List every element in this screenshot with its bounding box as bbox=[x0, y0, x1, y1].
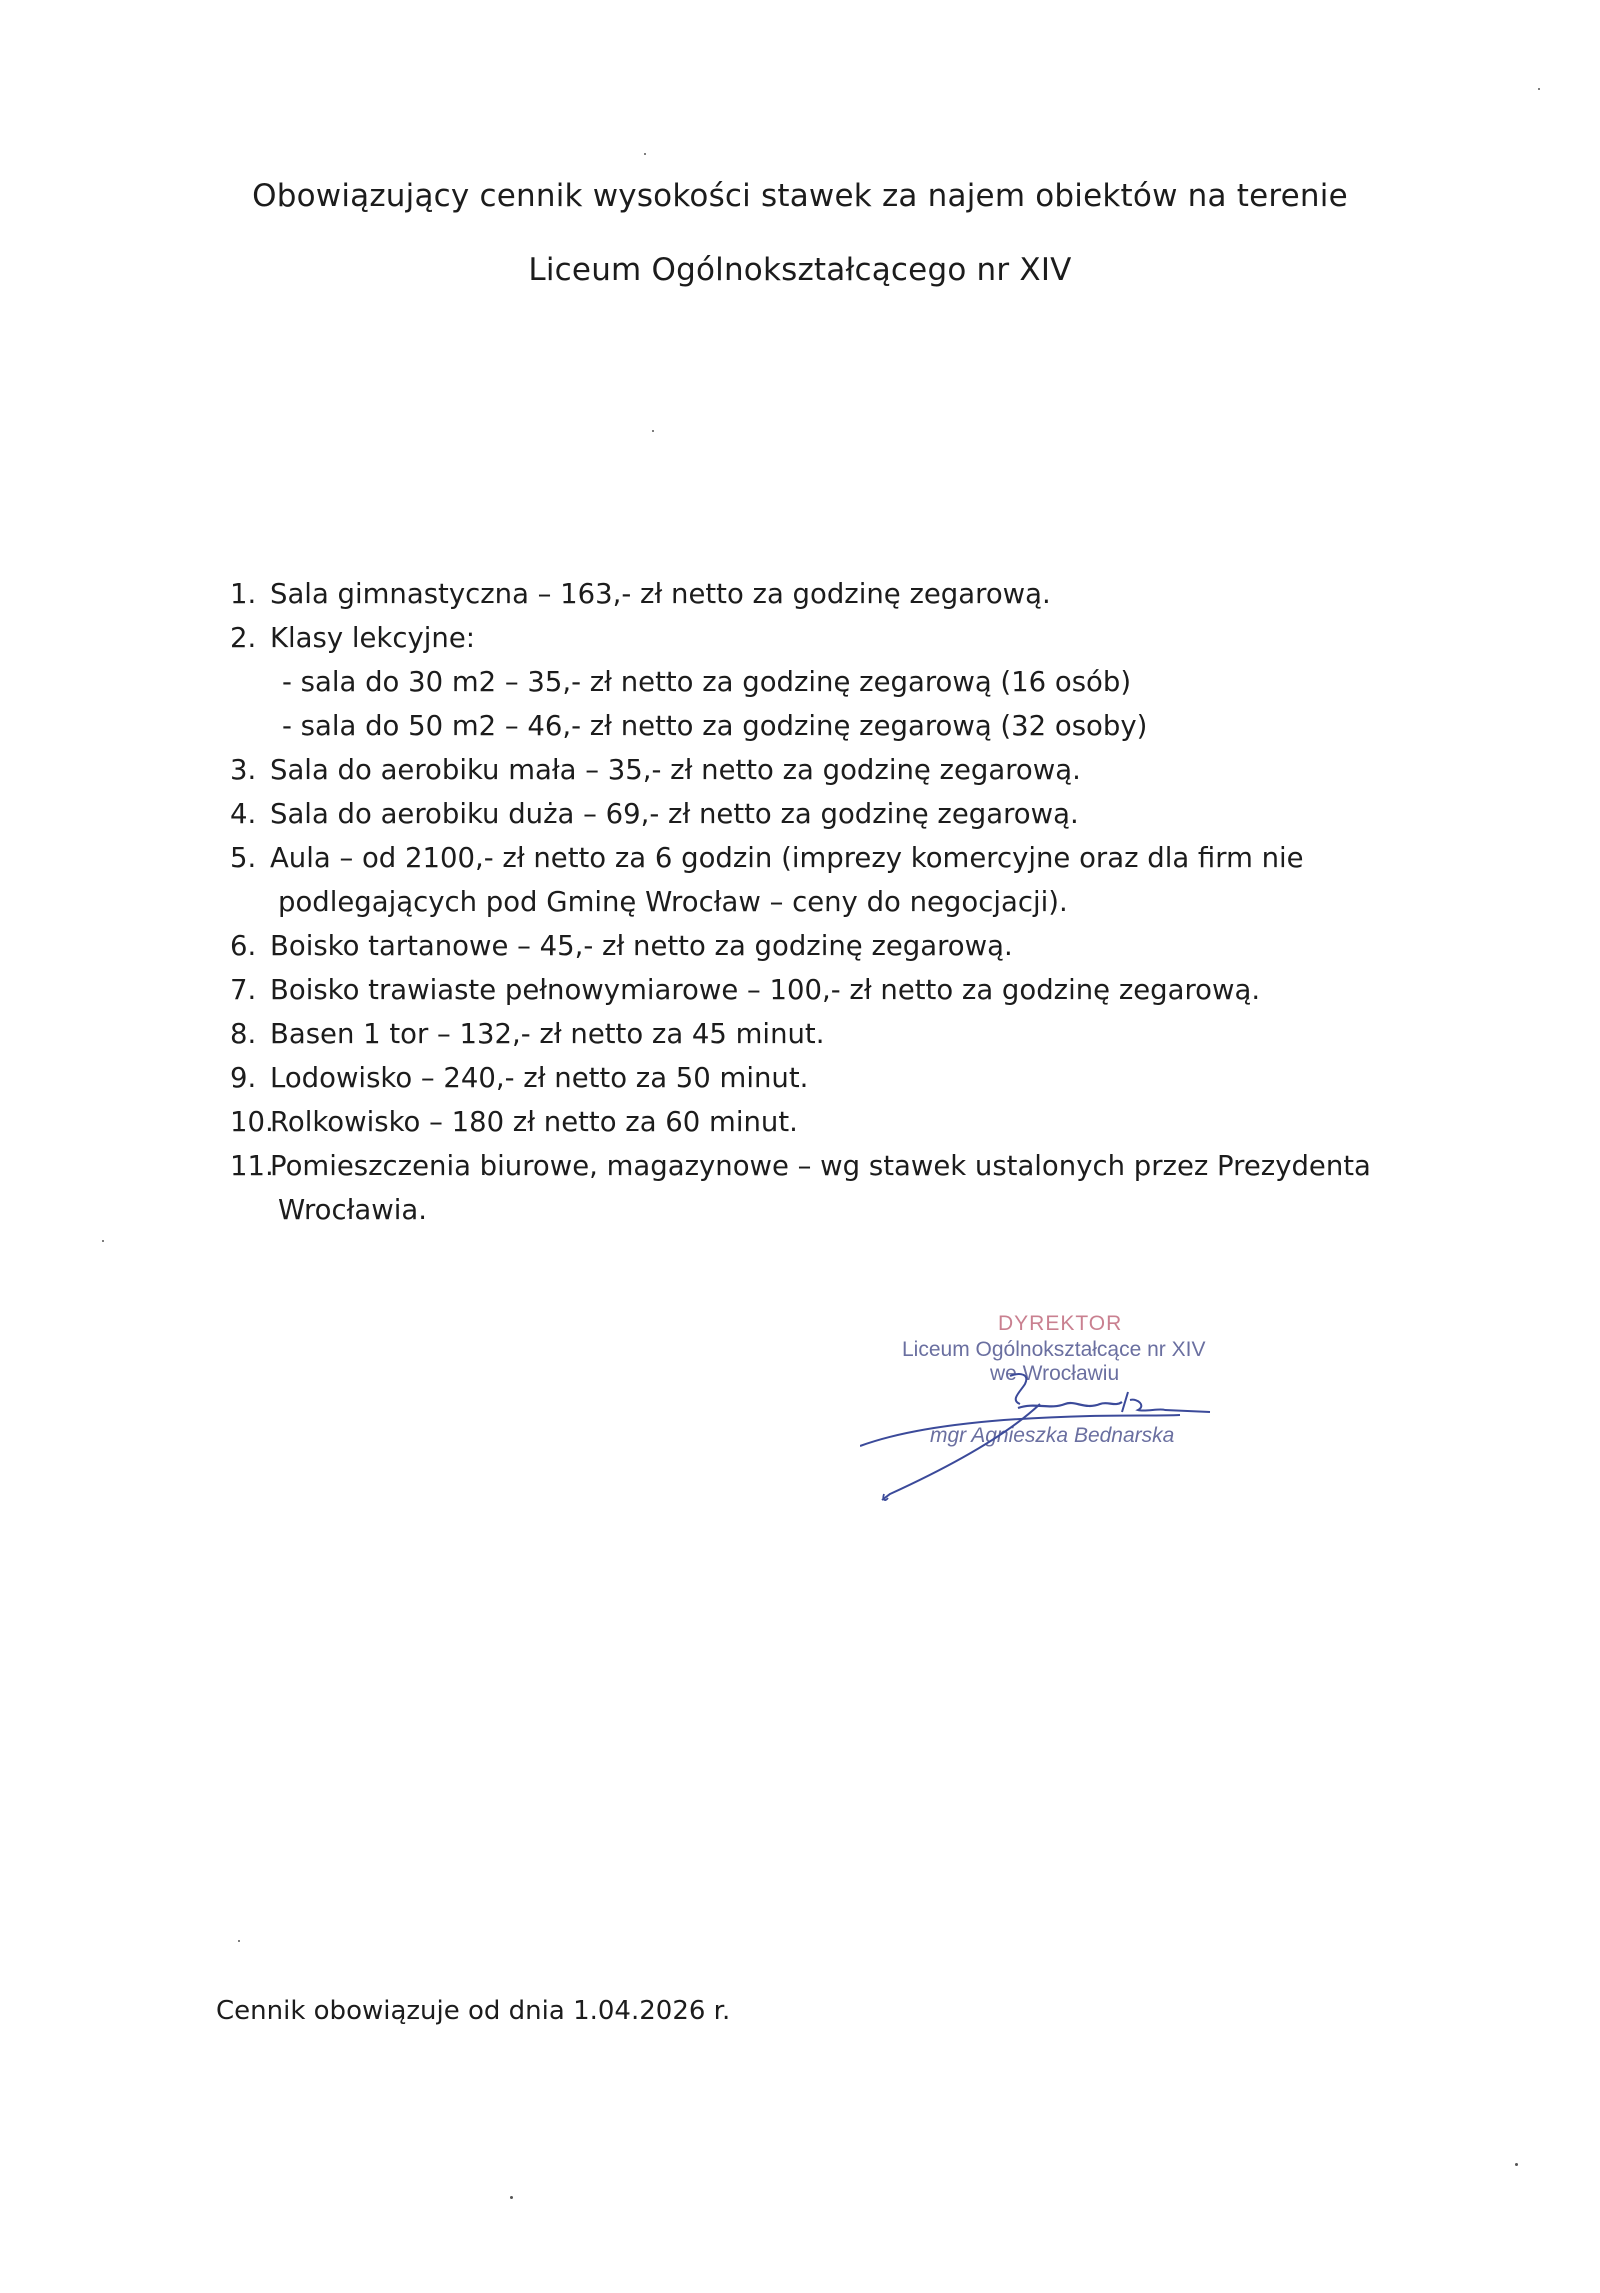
list-item bbox=[230, 792, 1410, 836]
effective-date-note: Cennik obowiązuje od dnia 1.04.2026 r. bbox=[216, 1996, 731, 2026]
scan-speck bbox=[652, 430, 654, 432]
list-item-number: 6. bbox=[230, 930, 257, 962]
list-item-text: Boisko trawiaste pełnowymiarowe – 100,- zł netto za godzinę zegarową. bbox=[270, 974, 1261, 1006]
list-item-text: Sala do aerobiku duża – 69,- zł netto za godzinę zegarową. bbox=[270, 798, 1079, 830]
scan-speck bbox=[644, 153, 646, 155]
stamp-city: we Wrocławiu bbox=[990, 1362, 1120, 1385]
list-item bbox=[230, 836, 1410, 880]
list-sub-item: - sala do 30 m2 – 35,- zł netto za godzinę zegarową (16 osób) bbox=[282, 666, 1132, 698]
list-item-text: Sala gimnastyczna – 163,- zł netto za godzinę zegarową. bbox=[270, 578, 1051, 610]
list-item-text: Pomieszczenia biurowe, magazynowe – wg stawek ustalonych przez Prezydenta bbox=[270, 1150, 1371, 1182]
stamp-title: DYREKTOR bbox=[998, 1312, 1123, 1335]
price-list bbox=[230, 572, 1410, 1232]
scan-speck bbox=[510, 2196, 513, 2199]
list-item bbox=[230, 1056, 1410, 1100]
list-item-continuation: Wrocławia. bbox=[278, 1194, 427, 1226]
list-item-number: 10. bbox=[230, 1106, 274, 1138]
scan-speck bbox=[238, 1940, 240, 1942]
scan-speck bbox=[102, 1240, 104, 1242]
document-title-line-1: Obowiązujący cennik wysokości stawek za najem obiektów na terenie bbox=[252, 178, 1348, 214]
list-sub-item: - sala do 50 m2 – 46,- zł netto za godzinę zegarową (32 osoby) bbox=[282, 710, 1148, 742]
list-item-number: 8. bbox=[230, 1018, 257, 1050]
list-item-number: 2. bbox=[230, 622, 257, 654]
list-item-number: 5. bbox=[230, 842, 257, 874]
handwritten-signature bbox=[860, 1312, 1260, 1512]
scan-speck bbox=[1515, 2163, 1518, 2166]
list-item-number: 9. bbox=[230, 1062, 257, 1094]
stamp-name: mgr Agnieszka Bednarska bbox=[930, 1424, 1175, 1447]
list-item-number: 3. bbox=[230, 754, 257, 786]
list-item bbox=[230, 968, 1410, 1012]
list-item bbox=[230, 616, 1410, 660]
list-item-text: Lodowisko – 240,- zł netto za 50 minut. bbox=[270, 1062, 809, 1094]
list-item-number: 4. bbox=[230, 798, 257, 830]
list-item bbox=[230, 1012, 1410, 1056]
list-item bbox=[230, 748, 1410, 792]
list-item-number: 11. bbox=[230, 1150, 274, 1182]
list-item-text: Aula – od 2100,- zł netto za 6 godzin (imprezy komercyjne oraz dla firm nie bbox=[270, 842, 1304, 874]
list-item bbox=[230, 1144, 1410, 1188]
stamp-school: Liceum Ogólnokształcące nr XIV bbox=[902, 1338, 1206, 1361]
list-item-text: Klasy lekcyjne: bbox=[270, 622, 476, 654]
list-item-text: Rolkowisko – 180 zł netto za 60 minut. bbox=[270, 1106, 798, 1138]
list-item bbox=[230, 1100, 1410, 1144]
list-item-number: 7. bbox=[230, 974, 257, 1006]
scan-speck bbox=[1538, 88, 1540, 90]
list-item-continuation: podlegających pod Gminę Wrocław – ceny do negocjacji). bbox=[278, 886, 1068, 918]
list-item bbox=[230, 572, 1410, 616]
list-item-text: Boisko tartanowe – 45,- zł netto za godzinę zegarową. bbox=[270, 930, 1013, 962]
list-item bbox=[230, 924, 1410, 968]
list-item-number: 1. bbox=[230, 578, 257, 610]
document-title-line-2: Liceum Ogólnokształcącego nr XIV bbox=[528, 252, 1072, 288]
list-item-text: Sala do aerobiku mała – 35,- zł netto za godzinę zegarową. bbox=[270, 754, 1081, 786]
list-item-text: Basen 1 tor – 132,- zł netto za 45 minut. bbox=[270, 1018, 825, 1050]
director-stamp bbox=[860, 1312, 1260, 1512]
